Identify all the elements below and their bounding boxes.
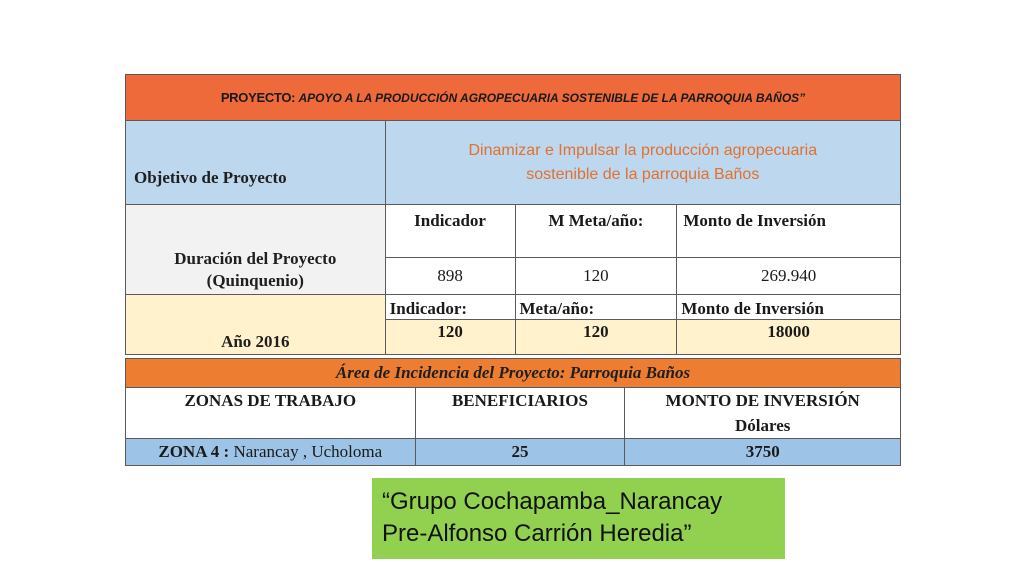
- objective-text-line1: Dinamizar e Impulsar la producción agropecuaria: [468, 141, 818, 159]
- caption-line1: “Grupo Cochapamba_Narancay: [382, 488, 723, 515]
- zone-beneficiaries: 25: [415, 439, 625, 466]
- zone-row: [126, 439, 901, 466]
- area-title-row: [126, 359, 901, 388]
- objective-label: Objetivo de Proyecto: [126, 121, 386, 205]
- duration-header-indicator: Indicador: [385, 205, 515, 258]
- project-table: [125, 74, 901, 355]
- header-investment-line1: MONTO DE INVERSIÓN: [665, 391, 860, 410]
- zone-label-places: Narancay , Ucholoma: [229, 442, 383, 461]
- zone-label: [126, 439, 416, 466]
- year-header-investment: Monto de Inversión: [677, 295, 901, 320]
- header-beneficiaries: BENEFICIARIOS: [415, 388, 625, 439]
- area-title: Área de Incidencia del Proyecto: Parroquia Baños: [126, 359, 901, 388]
- year-header-goal: Meta/año:: [515, 295, 677, 320]
- header-investment-line2: Dólares: [734, 416, 791, 435]
- duration-value-indicator: 898: [385, 258, 515, 295]
- project-title-row: [126, 75, 901, 121]
- project-title-prefix: PROYECTO:: [220, 90, 299, 105]
- zone-investment: 3750: [625, 439, 901, 466]
- zone-header-row: [126, 388, 901, 439]
- year-header-indicator: Indicador:: [385, 295, 515, 320]
- year-value-goal: 120: [515, 320, 677, 355]
- objective-text: [385, 121, 900, 205]
- duration-label-line1: Duración del Proyecto: [174, 249, 337, 268]
- year-header-row: [126, 295, 901, 320]
- duration-header-investment: Monto de Inversión: [677, 205, 901, 258]
- zone-label-bold: ZONA 4 :: [158, 442, 230, 461]
- duration-label: [126, 205, 386, 295]
- year-value-investment: 18000: [677, 320, 901, 355]
- header-work-zones: ZONAS DE TRABAJO: [126, 388, 416, 439]
- year-label: Año 2016: [126, 295, 386, 355]
- project-title: APOYO A LA PRODUCCIÓN AGROPECUARIA SOSTENIBLE DE LA PARROQUIA BAÑOS”: [298, 91, 806, 105]
- group-caption-box: [372, 478, 785, 559]
- objective-text-line2: sostenible de la parroquia Baños: [526, 165, 760, 183]
- project-title-cell: [126, 75, 901, 121]
- objective-row: [126, 121, 901, 205]
- duration-label-line2: (Quinquenio): [206, 271, 304, 290]
- area-table: [125, 358, 901, 466]
- duration-header-goal: M Meta/año:: [515, 205, 677, 258]
- duration-value-investment: 269.940: [677, 258, 901, 295]
- caption-line2: Pre-Alfonso Carrión Heredia”: [382, 520, 692, 547]
- duration-value-goal: 120: [515, 258, 677, 295]
- header-investment: [625, 388, 901, 439]
- duration-header-row: [126, 205, 901, 258]
- year-value-indicator: 120: [385, 320, 515, 355]
